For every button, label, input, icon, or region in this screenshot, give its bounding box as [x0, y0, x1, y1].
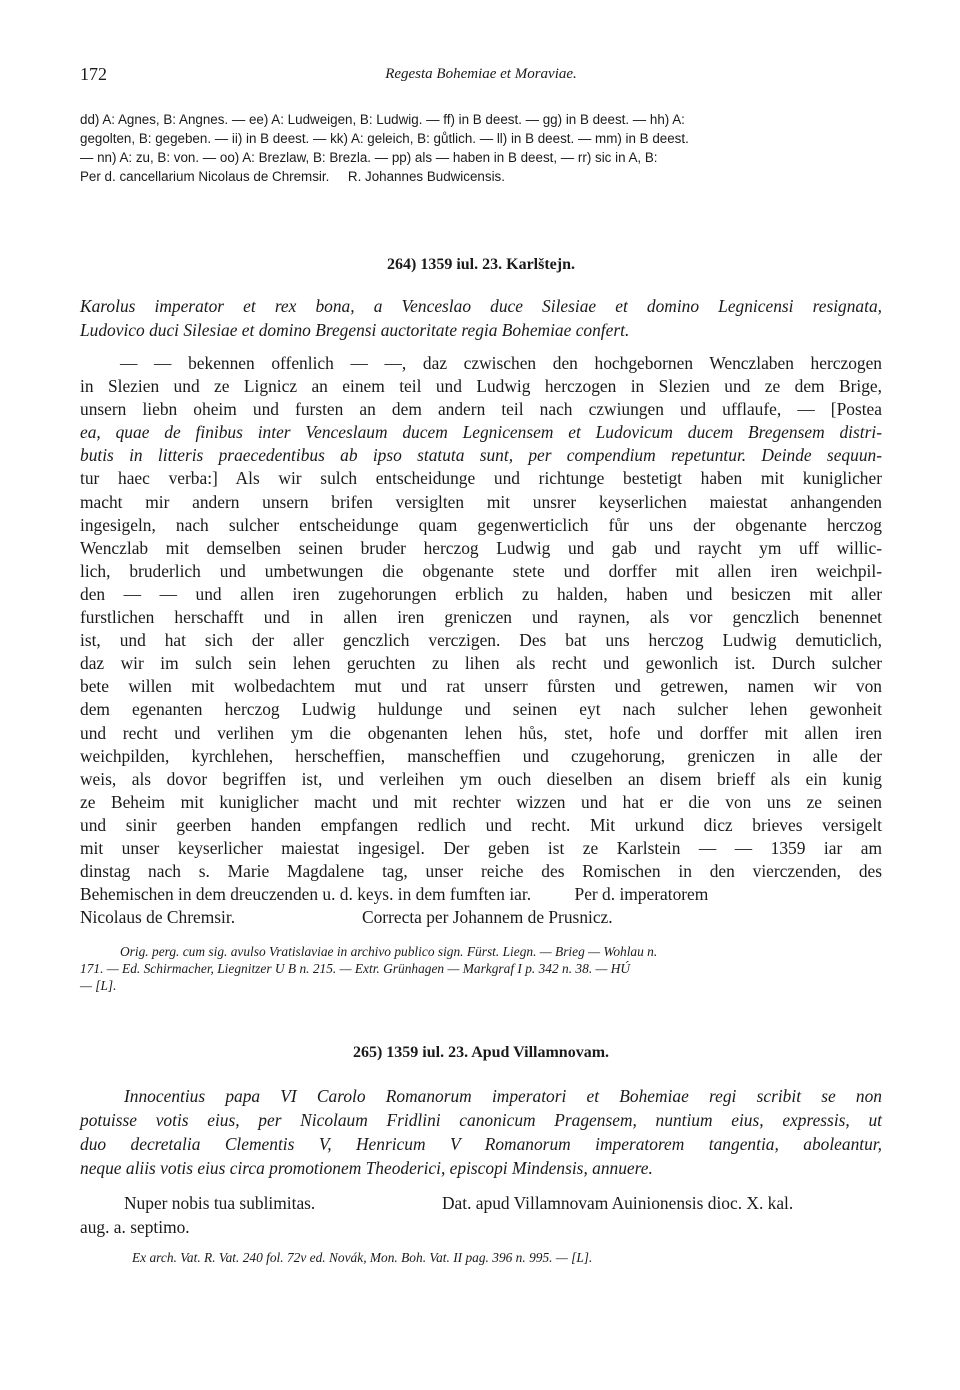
page	[80, 60, 882, 1266]
apparatus-notes	[80, 110, 882, 186]
text-line: und sinir geerben handen empfangen redlich und recht. Mit urkund dicz brieves versigelt	[80, 814, 882, 835]
text-line: ea, quae de finibus inter Venceslaum ducem Legnicensem et Ludovicum ducem Bregensem distri-	[80, 422, 882, 443]
incipit: Nuper nobis tua sublimitas.	[124, 1193, 316, 1214]
signature-row	[80, 906, 882, 929]
text-line: mit unser keyserlicher maiestat ingesigel. Der geben ist ze Karlstein — — 1359 iar am	[80, 837, 882, 858]
text-line: furstlichen herschafft und in allen iren greniczen und raynen, als vor genczlich benennet	[80, 607, 882, 628]
entry-264-text	[80, 352, 882, 929]
note-line: gegolten, B: gegeben. — ii) in B deest. — kk) A: geleich, B: gůtlich. — ll) in B deest. — mm) in B deest.	[80, 131, 689, 146]
correction-note: Correcta per Johannem de Prusnicz.	[362, 907, 613, 928]
text-line: Behemischen in dem dreuczenden u. d. keys. in dem fumften iar. Per d. imperatorem	[80, 884, 709, 905]
text-line: ze Beheim mit kuniglicher macht und mit rechter wizzen und hat er die von uns ze seinen	[80, 791, 882, 812]
text-line: butis in litteris praecedentibus ab ipso statuta sunt, per compendium repetuntur. Deinde sequun-	[80, 445, 882, 466]
source-line: 171. — Ed. Schirmacher, Liegnitzer U B n. 215. — Extr. Grünhagen — Markgraf I p. 342 n. 38. — HÚ	[80, 961, 631, 977]
entry-265-source: Ex arch. Vat. R. Vat. 240 fol. 72v ed. Novák, Mon. Boh. Vat. II pag. 396 n. 995. — [L].	[132, 1250, 593, 1266]
text-line: den — — und allen iren zugehorungen erblich zu halden, haben und besiczen mit aller	[80, 583, 882, 604]
source-line: — [L].	[80, 978, 117, 994]
text-line: Wenczlab mit demselben seinen bruder herczog Ludwig und gab und raycht ym uff willic-	[80, 537, 882, 558]
text-line: weichpilden, kyrchlehen, herscheffien, manscheffien und czugehorung, greniczen in alle der	[80, 745, 882, 766]
text-line: — — bekennen offenlich — —, daz czwischen den hochgebornen Wenczlaben herczogen	[120, 353, 882, 373]
text-line: daz wir im sulch sein lehen geruchten zu lihen als recht und gewonlich ist. Durch sulcher	[80, 653, 882, 674]
summary-line: Karolus imperator et rex bona, a Venceslao duce Silesiae et domino Legnicensi resignata,	[80, 296, 882, 316]
entry-265-text	[80, 1192, 882, 1239]
entry-265-summary	[80, 1084, 882, 1180]
text-line: weis, als dovor begriffen ist, und verleihen ym ouch dieselben an disem brieff als ein kunig	[80, 768, 882, 789]
note-line: dd) A: Agnes, B: Angnes. — ee) A: Ludweigen, B: Ludwig. — ff) in B deest. — gg) in B deest. — hh) A:	[80, 112, 685, 127]
summary-line: Innocentius papa VI Carolo Romanorum imperatori et Bohemiae regi scribit se non	[124, 1086, 882, 1107]
entry-264-summary	[80, 294, 882, 342]
text-line: ingesigeln, nach sulcher entscheidunge quam gegenwerticlich fůr uns der obgenante herczog	[80, 514, 882, 535]
text-line: tur haec verba:] Als wir sulch entscheidunge und richtunge bestetigt haben mit kuniglicher	[80, 468, 882, 489]
running-title: Regesta Bohemiae et Moraviae.	[385, 66, 577, 82]
dating-clause-continued: aug. a. septimo.	[80, 1217, 190, 1238]
text-line: bete willen mit wolbedachtem mut und rat unserr fůrsten und getrewen, namen wir von	[80, 676, 882, 697]
text-line: unsern liebn oheim und fursten an dem andern teil nach czwiungen und ufflaufe, — [Postea	[80, 399, 882, 420]
text-line: dem egenanten herczog Ludwig huldunge und seinen eyt nach sulcher lehen gewonheit	[80, 699, 882, 720]
source-line: Orig. perg. cum sig. avulso Vratislaviae in archivo publico sign. Fürst. Liegn. — Brieg — Wohlau n.	[120, 944, 658, 960]
entry-265-heading: 265) 1359 iul. 23. Apud Villamnovam.	[352, 1044, 610, 1062]
text-line: ist, und hat sich der aller genczlich verczigen. Des bat uns herczog Ludwig demuticlich,	[80, 630, 882, 651]
text-line: lich, bruderlich und umbetwungen die obgenante stete und dorffer mit allen iren weichpil-	[80, 560, 882, 581]
note-line: — nn) A: zu, B: von. — oo) A: Brezlaw, B: Brezla. — pp) als — haben in B deest, — rr) sic in A, B:	[80, 150, 658, 165]
text-line: dinstag nach s. Marie Magdalene tag, unser reiche des Romischen in den vierczenden, des	[80, 861, 882, 882]
page-header	[80, 60, 882, 90]
summary-line: neque aliis votis eius circa promotionem Theoderici, episcopi Mindensis, annuere.	[80, 1158, 653, 1179]
summary-line: Ludovico duci Silesiae et domino Bregensi auctoritate regia Bohemiae confert.	[80, 320, 630, 340]
entry-264-heading: 264) 1359 iul. 23. Karlštejn.	[387, 256, 575, 273]
text-line: und recht und verlihen ym die obgenanten lehen hůs, stet, hofe und dorffer mit allen iren	[80, 722, 882, 743]
summary-line: potuisse votis eius, per Nicolaum Fridlini canonicum Pragensem, nuntium eius, expressis, ut	[80, 1110, 882, 1131]
text-line: in Slezien und ze Lignicz an einem teil und Ludwig herczogen in Slezien und ze dem Brige,	[80, 376, 882, 397]
entry-264-source	[80, 943, 882, 994]
page-number: 172	[80, 64, 107, 84]
incipit-row	[80, 1192, 882, 1216]
summary-line: duo decretalia Clementis V, Henricum V Romanorum imperatorem tangentia, aboleantur,	[80, 1134, 882, 1155]
chancery-signature: Nicolaus de Chremsir.	[80, 907, 236, 928]
dating-clause: Dat. apud Villamnovam Auinionensis dioc. X. kal.	[442, 1193, 794, 1214]
note-line: Per d. cancellarium Nicolaus de Chremsir. R. Johannes Budwicensis.	[80, 169, 505, 184]
text-line: macht mir andern unsern brifen versiglten mit unsrer keyserlichen maiestat anhangenden	[80, 491, 882, 512]
